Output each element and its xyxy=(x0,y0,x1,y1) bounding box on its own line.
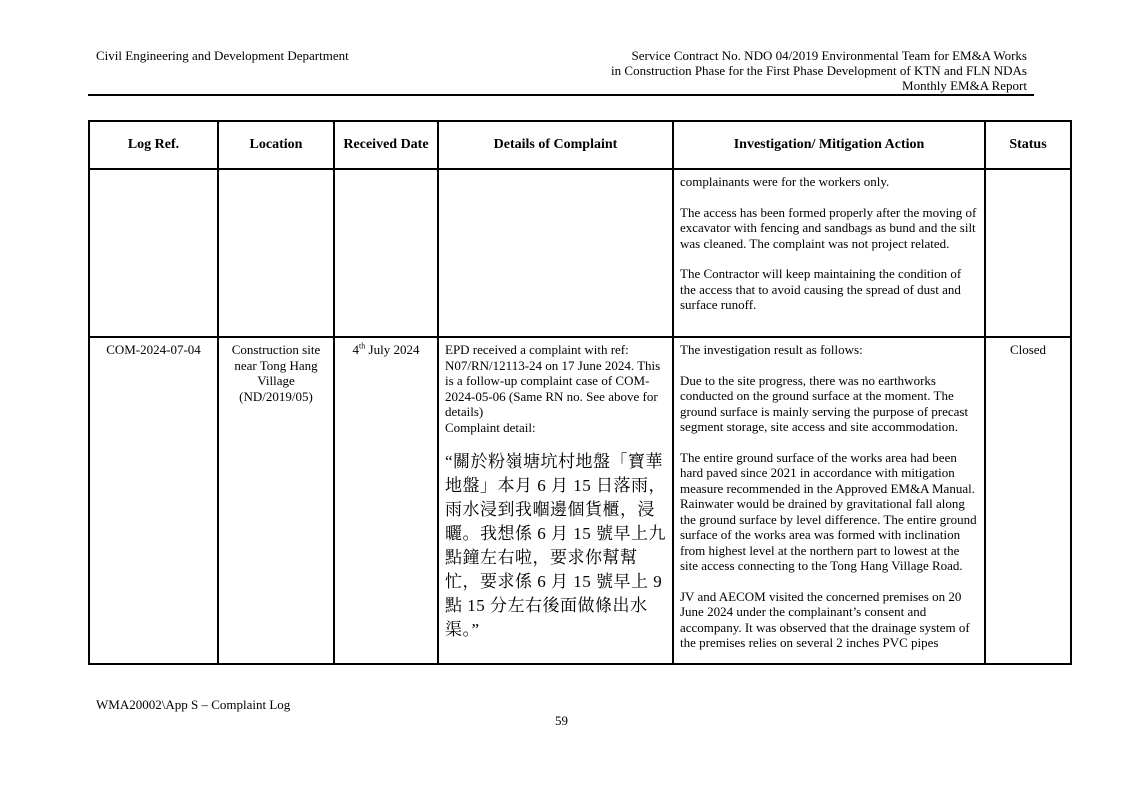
received-date-ordinal: th xyxy=(359,341,366,351)
received-date-day: 4 xyxy=(352,342,360,357)
paragraph: JV and AECOM visited the concerned premises on 20 June 2024 under the complainant’s consent and accompany. It was observed that the drainage system of the premises relies on several 2 inches PVC pipes xyxy=(680,588,970,650)
complaint-intro xyxy=(445,342,666,435)
col-header-details: Details of Complaint xyxy=(438,121,673,169)
paragraph: EPD received a complaint with ref: N07/RN/12113-24 on 17 June 2024. This is a follow-up complaint case of COM-2024-05-06 (Same RN no. See above for details) xyxy=(445,342,661,419)
department-name: Civil Engineering and Development Department xyxy=(96,48,349,63)
page-number: 59 xyxy=(555,713,568,728)
contract-title-line-2: in Construction Phase for the First Phase Development of KTN and FLN NDAs xyxy=(611,63,1027,78)
complaint-quote: “關於粉嶺塘坑村地盤「寶華地盤」本月 6 月 15 日落雨，雨水浸到我嗰邊個貨櫃，浸曬。我想係 6 月 15 號早上九點鐘左右啦，要求你幫幫忙，要求係 6 月 15 號早上 9 點 15 分左右後面做條出水渠。” xyxy=(445,452,666,639)
paragraph: Complaint detail: xyxy=(445,419,536,435)
col-header-status: Status xyxy=(985,121,1071,169)
cell-received-date xyxy=(334,169,438,337)
cell-location: Construction site near Tong Hang Village (ND/2019/05) xyxy=(218,337,334,664)
table-row-com-2024-07-04 xyxy=(89,337,1071,664)
cell-log-ref: COM-2024-07-04 xyxy=(89,337,218,664)
cell-location xyxy=(218,169,334,337)
cell-received-date xyxy=(334,337,438,664)
document-reference: WMA20002\App S – Complaint Log xyxy=(96,697,291,712)
cell-investigation xyxy=(673,337,985,664)
table-row-continuation xyxy=(89,169,1071,337)
paragraph: The Contractor will keep maintaining the condition of the access that to avoid causing the spread of dust and surface runoff. xyxy=(680,266,962,312)
col-header-location: Location xyxy=(218,121,334,169)
col-header-log-ref: Log Ref. xyxy=(89,121,218,169)
contract-title-line-3: Monthly EM&A Report xyxy=(902,78,1027,93)
cell-investigation xyxy=(673,169,985,337)
complaint-log-table xyxy=(88,120,1072,665)
contract-title-block xyxy=(611,48,1027,93)
table-header-row xyxy=(89,121,1071,169)
contract-title-line-1: Service Contract No. NDO 04/2019 Environmental Team for EM&A Works xyxy=(631,48,1027,63)
header-divider xyxy=(88,94,1034,96)
paragraph: The entire ground surface of the works area had been hard paved since 2021 in accordance with mitigation measure recommended in the Approved EM&A Manual. Rainwater would be drained by gravitational fall along the ground surface by level difference. The entire ground surface of the works area was formed with inclination from highest level at the northern part to lowest at the site access connecting to the Tong Hang Village Road. xyxy=(680,449,977,573)
col-header-investigation: Investigation/ Mitigation Action xyxy=(673,121,985,169)
received-date-rest: July 2024 xyxy=(365,342,420,357)
cell-log-ref xyxy=(89,169,218,337)
paragraph: The investigation result as follows: xyxy=(680,342,863,357)
cell-status: Closed xyxy=(985,337,1071,664)
paragraph: complainants were for the workers only. xyxy=(680,174,890,189)
cell-status xyxy=(985,169,1071,337)
col-header-received-date: Received Date xyxy=(334,121,438,169)
paragraph: Due to the site progress, there was no earthworks conducted on the ground surface at the moment. The ground surface is mainly serving the purpose of precast segment storage, site access and site accommodation. xyxy=(680,372,969,434)
paragraph: The access has been formed properly after the moving of excavator with fencing and sandbags as bund and the silt was cleaned. The complaint was not project related. xyxy=(680,204,977,251)
cell-details xyxy=(438,337,673,664)
cell-details xyxy=(438,169,673,337)
